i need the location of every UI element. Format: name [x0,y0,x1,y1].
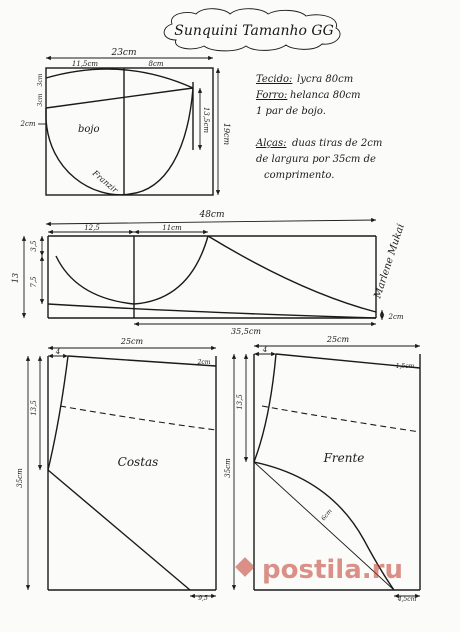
alcas-line-2: de largura por 35cm de [256,154,376,165]
frente-side-total-label: 35cm [224,458,232,478]
costas-label: Costas [117,455,159,469]
signature-text: Marlene Mukai [372,222,407,300]
middle-seg2-label: 11cm [162,224,182,232]
costas-width-label: 25cm [120,337,144,346]
top-pattern-piece [19,48,231,196]
frente-side-upper-label: 13,5 [236,394,244,410]
top-seg-right-label: 8cm [148,60,164,68]
alcas-label: Alças: [256,138,287,149]
frente-width-label: 25cm [326,335,350,344]
tecido-value: lycra 80cm [297,74,354,85]
top-left-top-label: 3cm [37,73,44,87]
bojo-label: bojo [78,124,100,135]
bojo-line: 1 par de bojo. [256,106,326,117]
frente-label: Frente [323,451,365,465]
watermark-text: postila.ru [262,555,403,585]
top-seg-left-label: 11,5cm [71,60,99,68]
frente-top-right-label: 1,5cm [395,363,415,370]
frente-top-left-label: 4 [262,346,268,354]
frente-bottom-right-label: 4,5cm [397,596,417,603]
page-title: Sunquini Tamanho GG [174,23,334,39]
watermark-logo-icon [235,557,255,577]
middle-right-h-label: 2cm [388,313,404,321]
middle-pattern-piece [11,210,404,336]
frente-diag-label: 6cm [320,507,334,523]
signature [372,223,407,301]
tecido-label: Tecido: [256,74,293,85]
costas-side-total-label: 35cm [16,468,24,488]
top-left-side-label: 2cm [20,120,36,128]
materials-notes [255,74,382,181]
forro-label: Forro: [256,90,288,101]
costas-top-left-label: 4 [55,348,61,356]
top-right-outer-label: 19cm [222,122,231,146]
middle-width-label: 48cm [199,210,225,220]
middle-seg1-label: 12,5 [84,224,100,232]
costas-pattern-piece [16,337,216,602]
franzir-label: Franzir [90,168,120,195]
top-width-label: 23cm [111,48,137,58]
top-left-mid-label: 3cm [37,93,44,107]
middle-h-mid-label: 7,5 [30,276,38,288]
forro-value: helanca 80cm [290,90,361,101]
alcas-line-1: duas tiras de 2cm [292,138,383,149]
middle-bottom-label: 35,5cm [231,327,261,336]
title-banner [164,9,340,51]
top-right-inner-label: 13,5cm [202,106,210,134]
costas-bottom-right-label: 9,5 [198,595,208,602]
alcas-line-3: comprimento. [264,170,335,181]
middle-h-top-label: 3,5 [30,240,38,252]
middle-h-total-label: 13 [11,272,20,284]
costas-top-right-label: 2cm [197,359,211,366]
costas-side-upper-label: 13,5 [30,400,38,416]
watermark [235,555,403,585]
